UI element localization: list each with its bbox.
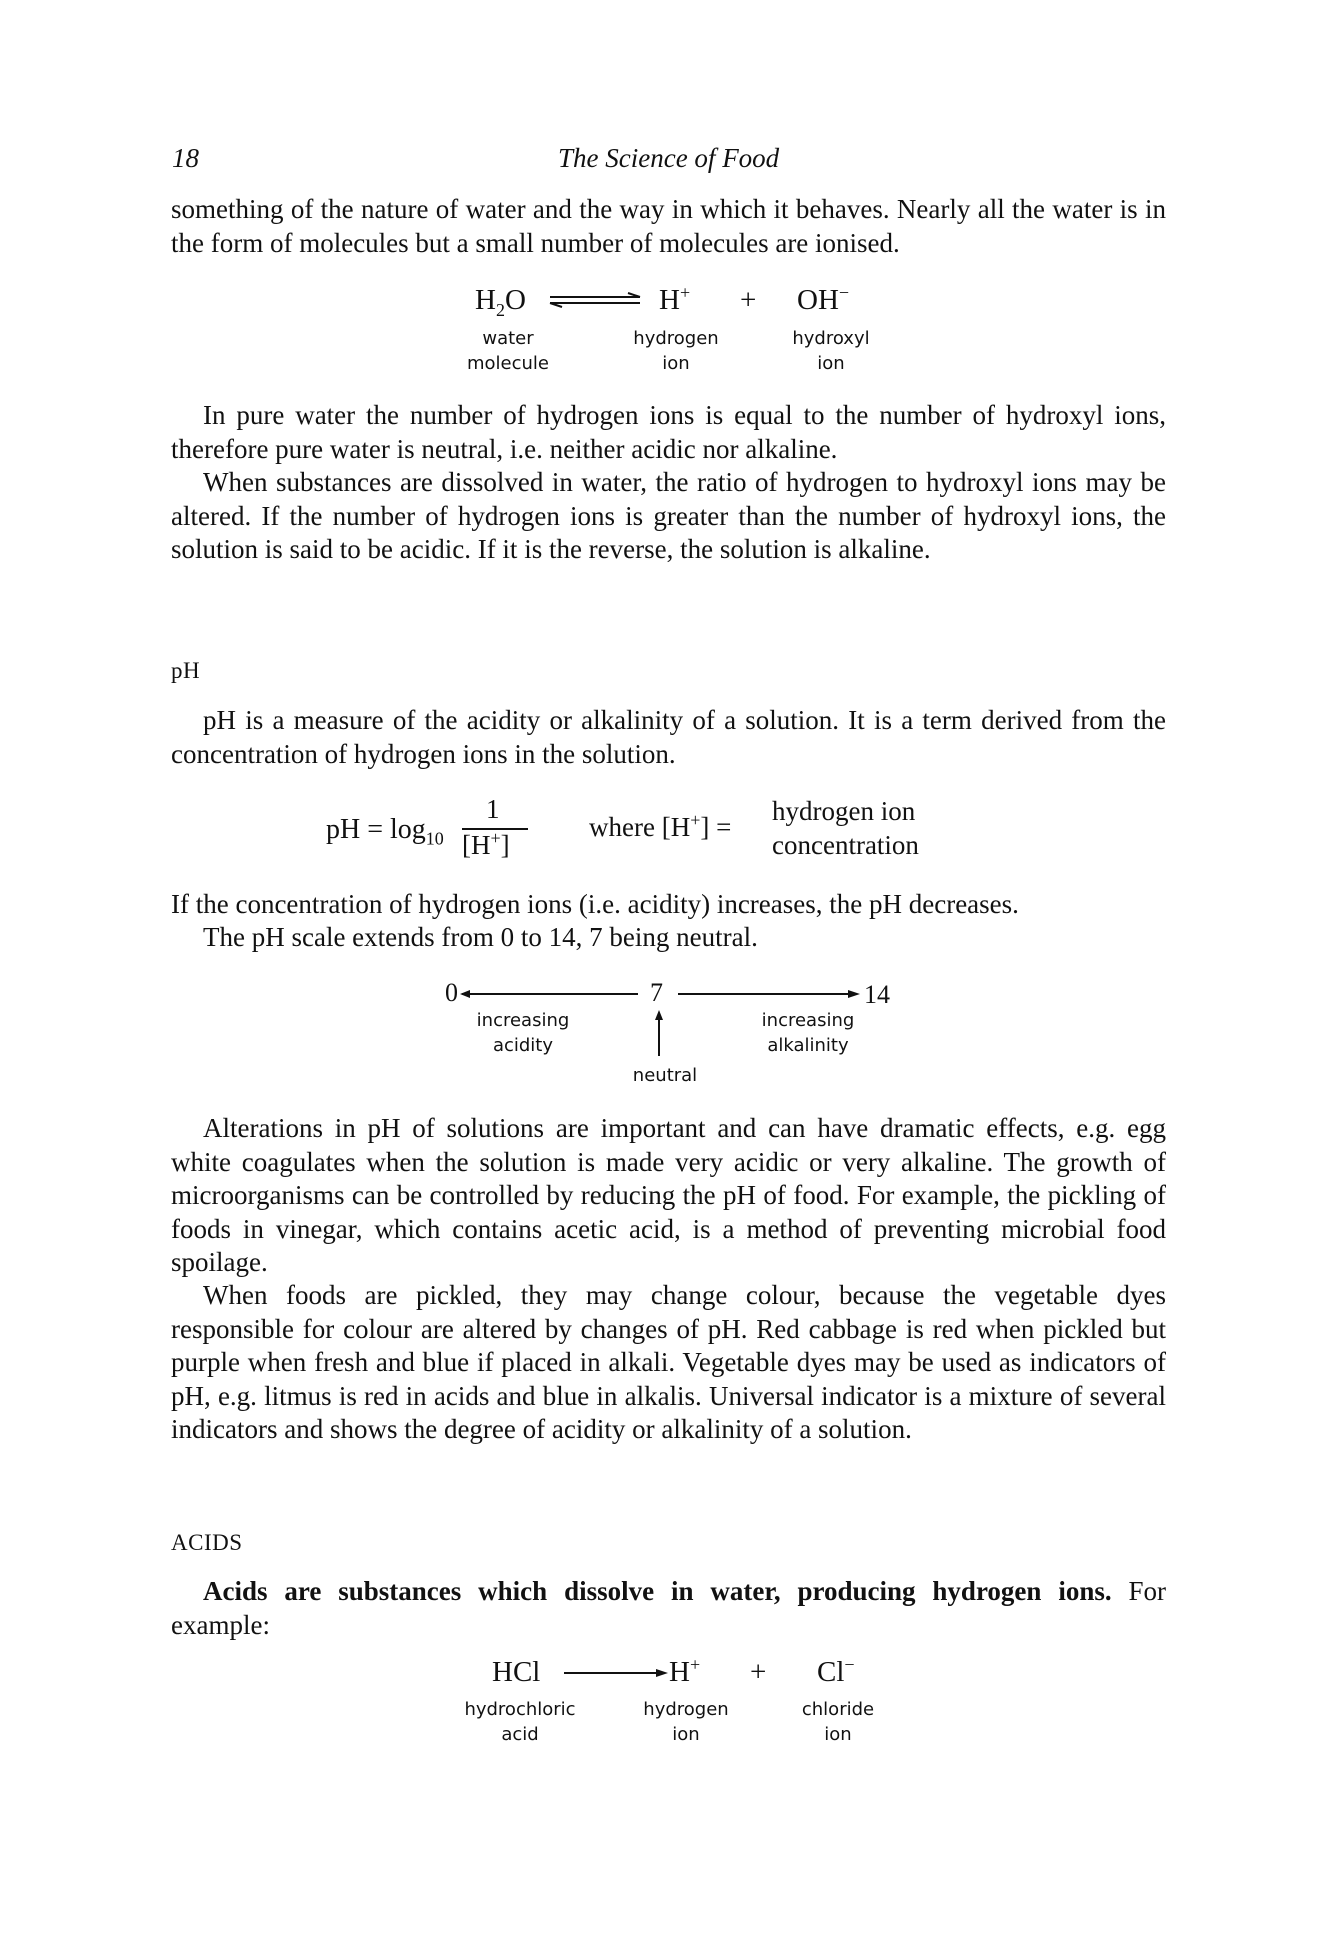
section-heading-ph: pH: [171, 658, 201, 683]
label-line: chloride: [801, 1699, 875, 1720]
paragraph: When foods are pickled, they may change colour, because the vegetable dyes responsible for colour are altered by changes of pH. Red cabbage is red when pickled but purple when fresh and blue if placed in alkali. Vegetable dyes may be used as indicators of pH, e.g. litmus is red in acids and blue in alkalis. Universal indicator is a mixture of several indicators and shows the degree of acidity or alkalinity of a solution.: [171, 1280, 1166, 1444]
eq2-p1-sup: +: [689, 1654, 701, 1675]
formula-den-main: [H: [462, 830, 491, 860]
eq1-p2-sup: −: [838, 282, 850, 303]
formula-numerator: 1: [486, 794, 500, 824]
eq2-p1-main: H: [669, 1656, 690, 1688]
label-line: ion: [672, 1724, 700, 1745]
scale-label-14: 14: [864, 980, 890, 1009]
formula-lhs-text: pH = log: [326, 814, 426, 845]
label-line: hydrogen: [633, 328, 719, 349]
eq1-reactant-tail: O: [504, 284, 526, 316]
eq2-label-hydrogen: [626, 1697, 746, 1747]
label-line: increasing: [476, 1010, 570, 1031]
eq1-reactant: [475, 284, 526, 320]
label-line: acid: [501, 1724, 539, 1745]
eq1-p1-main: H: [659, 284, 680, 316]
formula-where: [589, 812, 731, 843]
eq1-reactant-main: H: [475, 284, 496, 316]
formula-denominator: [462, 830, 510, 861]
label-line: hydroxyl: [792, 328, 870, 349]
page-number: 18: [172, 143, 199, 173]
eq1-label-water: [448, 326, 568, 376]
section-heading-acids: ACIDS: [171, 1530, 243, 1555]
eq2-p2-sup: −: [844, 1654, 855, 1675]
formula-definition: [772, 794, 919, 862]
equilibrium-arrow: [548, 292, 644, 308]
formula-lhs: [326, 814, 444, 849]
eq2-product-chloride: [817, 1656, 855, 1689]
label-line: ion: [662, 353, 690, 374]
label-line: acidity: [492, 1035, 554, 1056]
paragraph: [171, 1575, 1166, 1642]
eq2-label-chloride: [778, 1697, 898, 1747]
formula-where-tail: ] =: [700, 812, 732, 842]
definition-bold: Acids are substances which dissolve in water, producing hydrogen ions.: [203, 1576, 1112, 1606]
label-line: alkalinity: [767, 1035, 849, 1056]
paragraph: something of the nature of water and the way in which it behaves. Nearly all the water is in the form of molecules but a small number of molecules are ionised.: [171, 194, 1166, 258]
label-line: hydrogen: [643, 1699, 729, 1720]
eq1-p1-sup: +: [679, 282, 691, 303]
eq1-product-hydroxyl: [797, 284, 849, 317]
label-line: increasing: [761, 1010, 855, 1031]
eq2-p2-main: Cl: [817, 1656, 845, 1688]
paragraph: The pH scale extends from 0 to 14, 7 being neutral.: [203, 922, 758, 952]
formula-def-line: hydrogen ion: [772, 796, 916, 826]
eq1-product-hydrogen: [659, 284, 690, 317]
formula-den-sup: +: [490, 828, 501, 848]
formula-where-text: where [H: [589, 812, 691, 842]
paragraph: In pure water the number of hydrogen ions is equal to the number of hydroxyl ions, therefore pure water is neutral, i.e. neither acidic nor alkaline.: [171, 400, 1166, 464]
reaction-arrow: [562, 1666, 672, 1680]
eq2-plus: +: [750, 1656, 767, 1688]
paragraph: When substances are dissolved in water, the ratio of hydrogen to hydroxyl ions may be altered. If the number of hydrogen ions is greater than the number of hydroxyl ions, the solution is said to be acidic. If it is the reverse, the solution is alkaline.: [171, 467, 1166, 564]
eq1-label-hydrogen: [616, 326, 736, 376]
running-title: The Science of Food: [558, 143, 780, 173]
eq1-label-hydroxyl: [771, 326, 891, 376]
scale-label-7: 7: [650, 978, 663, 1007]
formula-log-sub: 10: [425, 828, 444, 849]
scale-label-0: 0: [445, 978, 458, 1007]
eq1-plus: +: [740, 284, 757, 316]
label-line: ion: [824, 1724, 852, 1745]
eq1-reactant-sub: 2: [495, 299, 505, 320]
definition-rest: For example:: [171, 1576, 1166, 1640]
eq2-reactant: HCl: [492, 1656, 541, 1688]
formula-def-line: concentration: [772, 830, 919, 860]
scale-acidity-label: [463, 1008, 583, 1058]
eq2-product-hydrogen: [669, 1656, 700, 1689]
formula-where-sup: +: [690, 810, 701, 830]
eq1-p2-main: OH: [797, 284, 839, 316]
eq2-label-acid: [449, 1697, 591, 1747]
paragraph: If the concentration of hydrogen ions (i.e. acidity) increases, the pH decreases.: [171, 889, 1019, 919]
scale-neutral-label: neutral: [632, 1065, 698, 1086]
paragraph: Alterations in pH of solutions are important and can have dramatic effects, e.g. egg white coagulates when the solution is made very acidic or very alkaline. The growth of microorganisms can be controlled by reducing the pH of food. For example, the pickling of foods in vinegar, which contains acetic acid, is a method of preventing microbial food spoilage.: [171, 1113, 1166, 1277]
paragraph: pH is a measure of the acidity or alkalinity of a solution. It is a term derived from the concentration of hydrogen ions in the solution.: [171, 705, 1166, 769]
label-line: ion: [817, 353, 845, 374]
label-line: water: [482, 328, 534, 349]
formula-den-close: ]: [500, 830, 510, 860]
label-line: molecule: [466, 353, 549, 374]
label-line: hydrochloric: [464, 1699, 576, 1720]
scale-alkalinity-label: [748, 1008, 868, 1058]
